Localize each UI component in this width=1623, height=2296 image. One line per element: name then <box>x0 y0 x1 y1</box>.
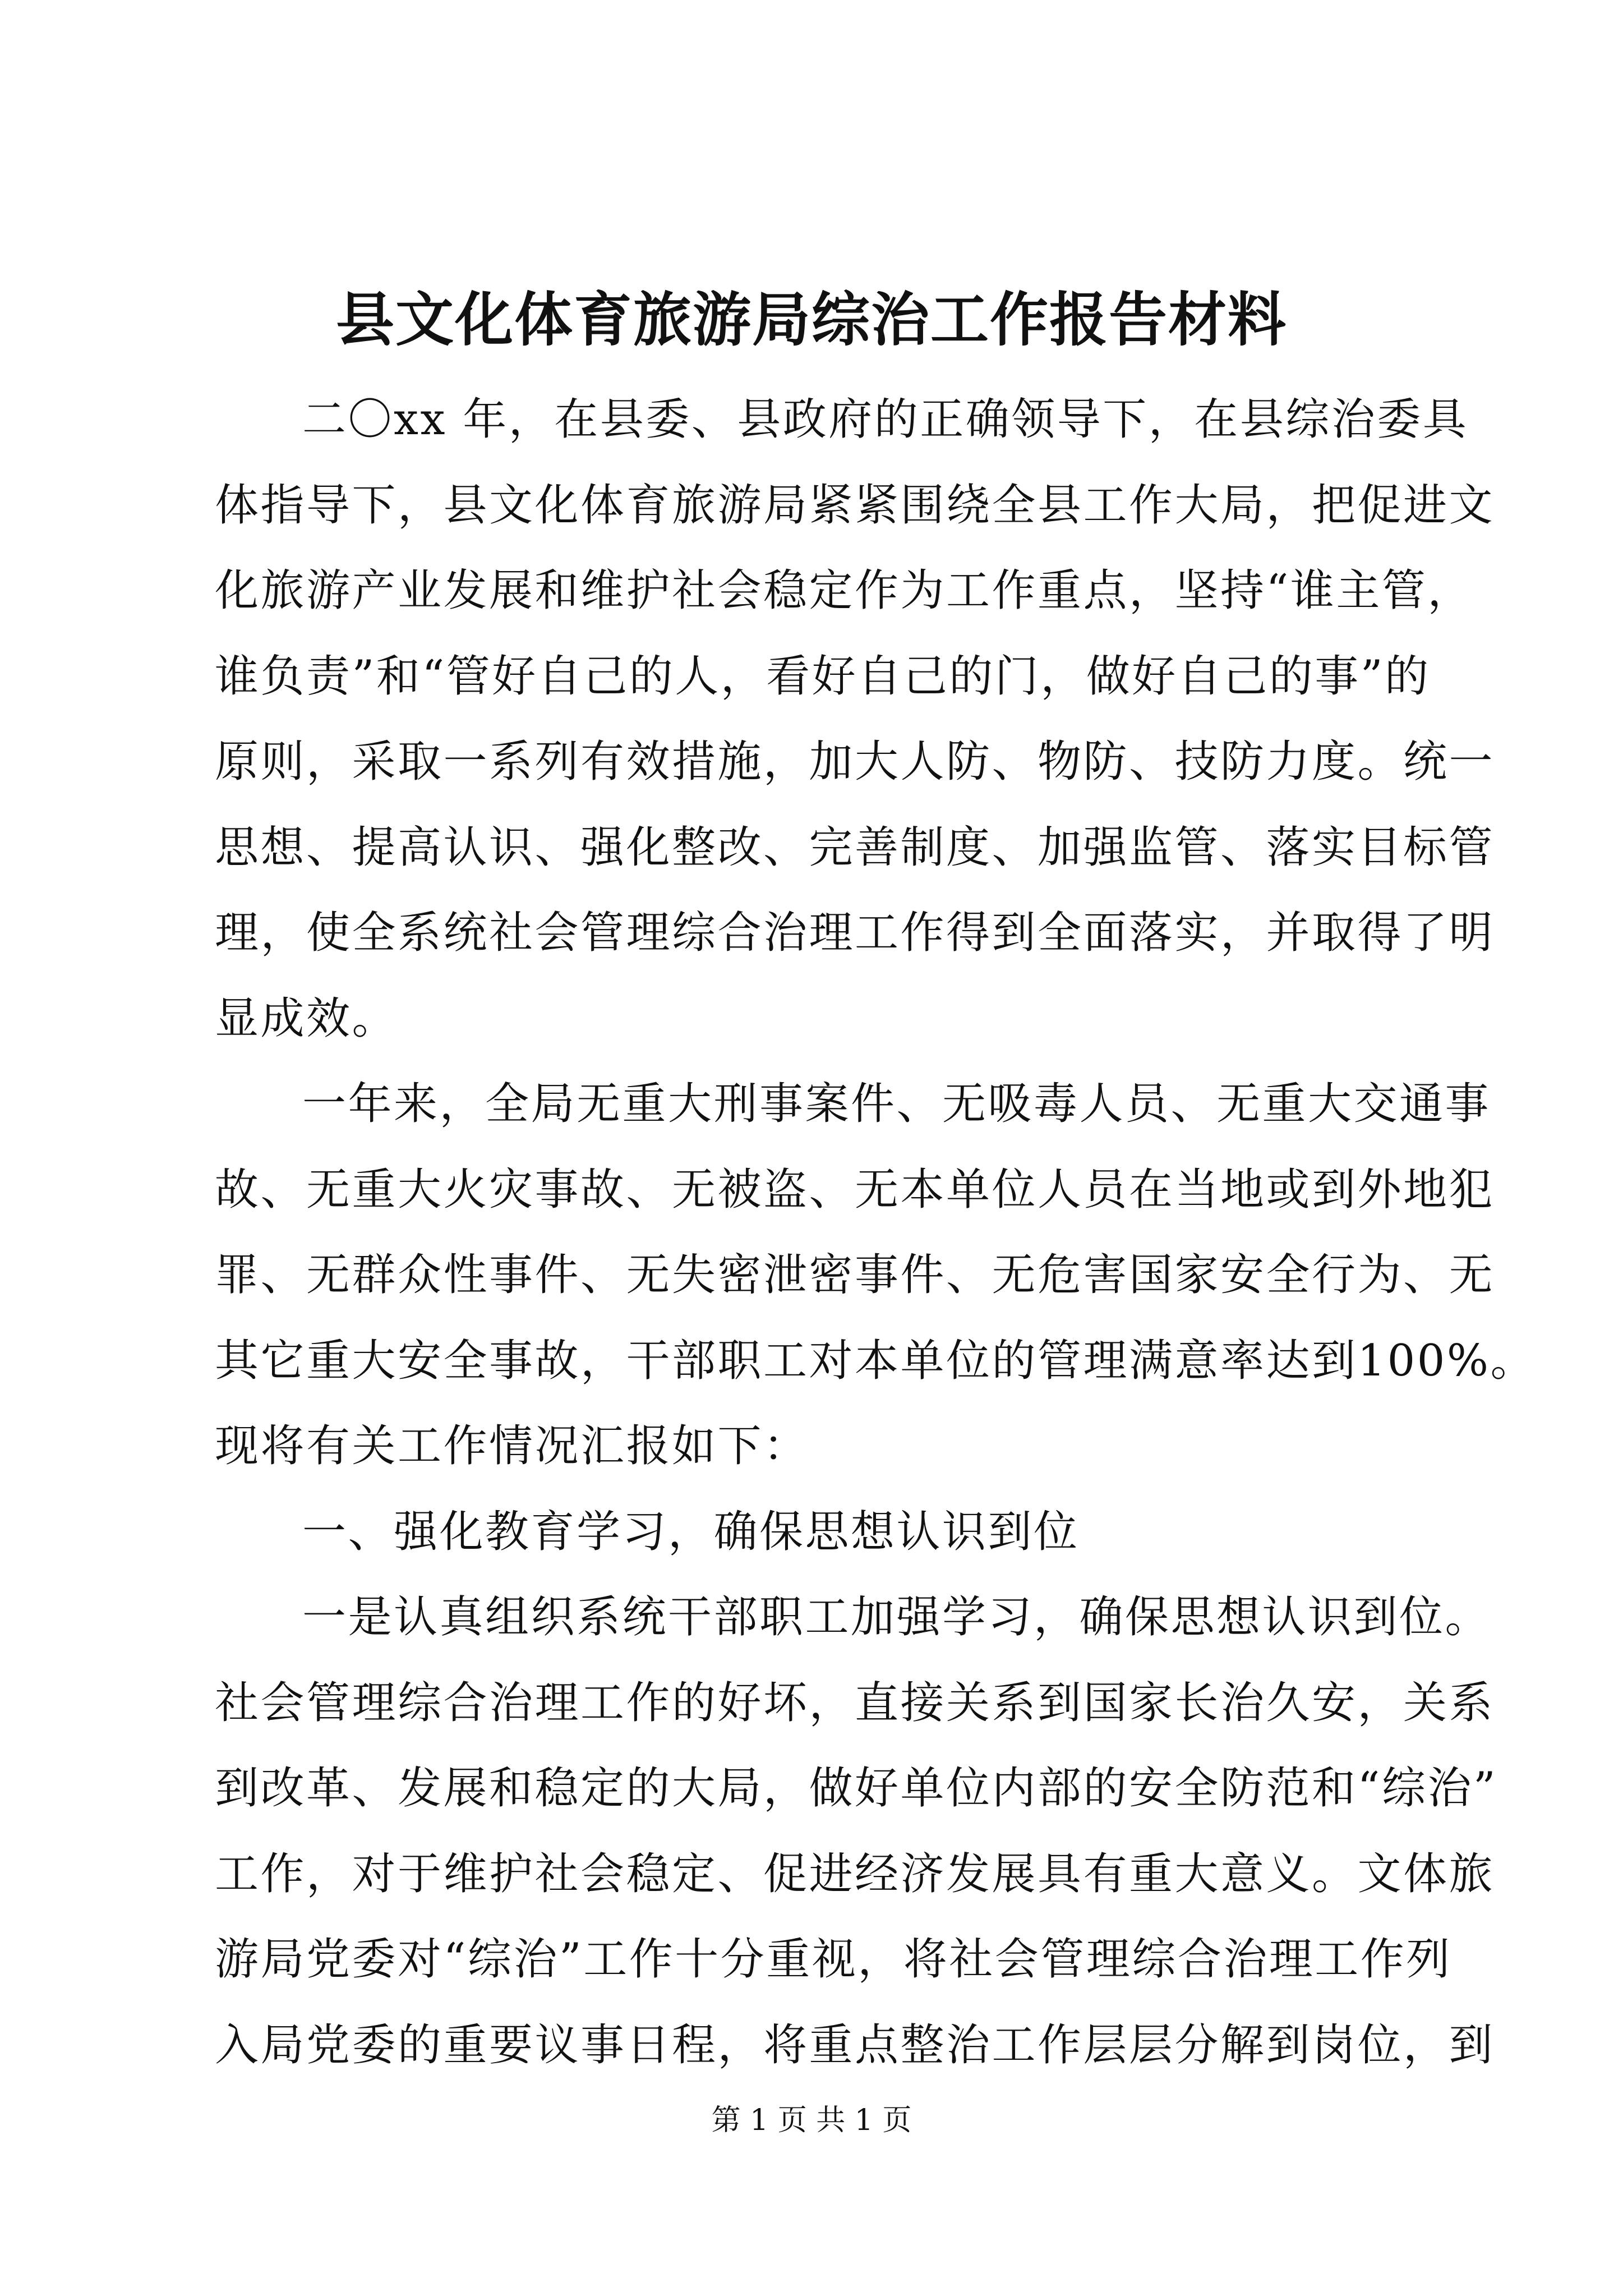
text-line: 罪、无群众性事件、无失密泄密事件、无危害国家安全行为、无 <box>215 1250 1495 1300</box>
text-line: 二〇xx 年，在县委、县政府的正确领导下，在县综治委具 <box>302 394 1469 445</box>
text-line: 化旅游产业发展和维护社会稳定作为工作重点，坚持“谁主管， <box>215 565 1473 616</box>
text-line: 其它重大安全事故，干部职工对本单位的管理满意率达到100%。 <box>215 1335 1536 1386</box>
section-heading: 一、强化教育学习，确保思想认识到位 <box>302 1506 1080 1557</box>
document-body <box>215 377 1536 2088</box>
text-line: 入局党委的重要议事日程，将重点整治工作层层分解到岗位，到 <box>215 2019 1495 2070</box>
text-line: 谁负责”和“管好自己的人，看好自己的门，做好自己的事”的 <box>215 651 1431 702</box>
document-title: 县文化体育旅游局综治工作报告材料 <box>335 285 1287 354</box>
text-line: 游局党委对“综治”工作十分重视，将社会管理综合治理工作列 <box>215 1934 1452 1985</box>
text-line: 到改革、发展和稳定的大局，做好单位内部的安全防范和“综治” <box>215 1763 1498 1814</box>
text-line: 原则，采取一系列有效措施，加大人防、物防、技防力度。统一 <box>215 737 1495 787</box>
text-line: 一年来，全局无重大刑事案件、无吸毒人员、无重大交通事 <box>302 1079 1491 1129</box>
text-line: 理，使全系统社会管理综合治理工作得到全面落实，并取得了明 <box>215 908 1495 958</box>
text-line: 显成效。 <box>215 993 398 1044</box>
text-line: 思想、提高认识、强化整改、完善制度、加强监管、落实目标管 <box>215 822 1495 873</box>
text-line: 体指导下，县文化体育旅游局紧紧围绕全县工作大局，把促进文 <box>215 480 1495 531</box>
text-line: 社会管理综合治理工作的好坏，直接关系到国家长治久安，关系 <box>215 1677 1495 1728</box>
page-footer: 第 1 页 共 1 页 <box>711 2104 912 2137</box>
text-line: 一是认真组织系统干部职工加强学习，确保思想认识到位。 <box>302 1592 1491 1642</box>
text-line: 故、无重大火灾事故、无被盗、无本单位人员在当地或到外地犯 <box>215 1164 1495 1215</box>
text-line: 工作，对于维护社会稳定、促进经济发展具有重大意义。文体旅 <box>215 1848 1495 1899</box>
text-line: 现将有关工作情况汇报如下： <box>215 1421 809 1471</box>
